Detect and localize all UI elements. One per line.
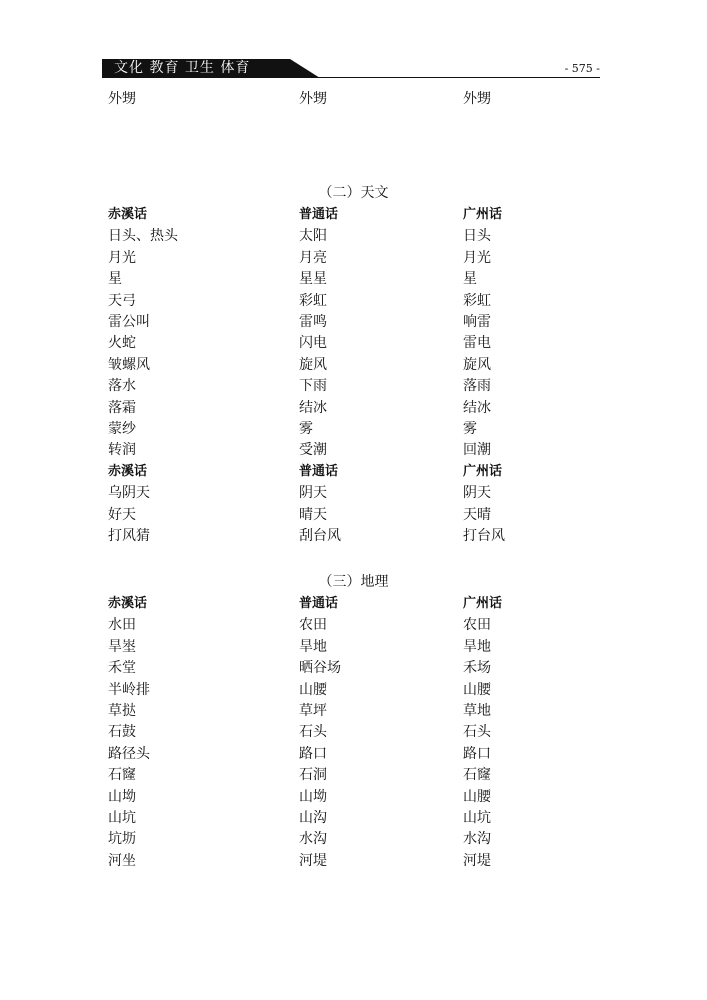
table-cell: 旱地 bbox=[463, 638, 491, 655]
table-cell: 山腰 bbox=[463, 788, 491, 805]
table-cell: 回潮 bbox=[463, 442, 491, 459]
table-cell: 山坳 bbox=[108, 788, 136, 805]
table-cell: 蒙纱 bbox=[108, 421, 136, 437]
table-cell: 山腰 bbox=[299, 681, 327, 698]
table-cell: 农田 bbox=[299, 617, 327, 634]
table-cell: 河堤 bbox=[299, 852, 327, 869]
header-rule bbox=[102, 77, 600, 78]
table-cell: 皱螺风 bbox=[108, 356, 150, 373]
table-cell: 旱埊 bbox=[108, 638, 136, 655]
table-row bbox=[0, 636, 707, 658]
table-cell: 落霜 bbox=[108, 399, 136, 416]
table-cell: 雷公叫 bbox=[108, 314, 150, 330]
table-cell: 石头 bbox=[299, 724, 327, 741]
table-cell: 火蛇 bbox=[108, 335, 136, 352]
table-cell: 山坳 bbox=[299, 788, 327, 805]
column-header: 普通话 bbox=[299, 207, 339, 222]
table-row bbox=[0, 311, 707, 333]
table-row-top bbox=[0, 88, 707, 110]
table-cell: 禾场 bbox=[463, 660, 491, 677]
table-cell: 水沟 bbox=[299, 831, 327, 848]
table-cell: 半岭排 bbox=[108, 681, 150, 698]
table-cell: 打风猜 bbox=[108, 528, 150, 544]
section-heading: （三）地理 bbox=[318, 574, 389, 590]
table-cell: 草地 bbox=[463, 703, 491, 719]
table-row bbox=[0, 743, 707, 765]
table-cell: 路口 bbox=[299, 745, 327, 762]
table-cell: 阴天 bbox=[463, 485, 491, 502]
section-heading: （二）天文 bbox=[318, 185, 389, 201]
column-header: 普通话 bbox=[299, 596, 339, 611]
column-header: 普通话 bbox=[299, 463, 339, 479]
column-header: 广州话 bbox=[463, 207, 503, 222]
column-header: 赤溪话 bbox=[108, 207, 148, 222]
table-cell: 雷鸣 bbox=[299, 314, 327, 330]
table-cell: 星 bbox=[463, 271, 477, 288]
table-cell: 水田 bbox=[108, 617, 136, 634]
table-cell: 石鼓 bbox=[108, 724, 136, 741]
table-row bbox=[0, 721, 707, 743]
table-cell: 水沟 bbox=[463, 831, 491, 848]
table-cell: 月光 bbox=[463, 249, 491, 266]
table-cell: 山坑 bbox=[463, 810, 491, 826]
cell-guangzhou: 外甥 bbox=[463, 91, 491, 107]
column-header: 广州话 bbox=[463, 596, 503, 611]
table-row bbox=[0, 268, 707, 290]
table-row bbox=[0, 786, 707, 808]
table-cell: 闪电 bbox=[299, 335, 327, 352]
table-cell: 山腰 bbox=[463, 681, 491, 698]
table-cell: 刮台风 bbox=[299, 528, 341, 544]
table-cell: 河堤 bbox=[463, 852, 491, 869]
table-cell: 天弓 bbox=[108, 292, 136, 309]
table-row bbox=[0, 828, 707, 850]
table-cell: 山坑 bbox=[108, 810, 136, 826]
table-cell: 河坐 bbox=[108, 852, 136, 869]
table-cell: 落水 bbox=[108, 378, 136, 395]
table-cell: 晒谷场 bbox=[299, 660, 341, 677]
table-row bbox=[0, 807, 707, 829]
table-cell: 旋风 bbox=[299, 356, 327, 373]
running-header-band bbox=[102, 59, 320, 78]
column-header-row bbox=[0, 593, 707, 615]
table-cell: 日头、热头 bbox=[108, 228, 178, 245]
table-cell: 农田 bbox=[463, 617, 491, 634]
table-row bbox=[0, 482, 707, 504]
table-cell: 落雨 bbox=[463, 378, 491, 395]
column-header-row bbox=[0, 461, 707, 483]
table-cell: 坑坜 bbox=[108, 831, 136, 848]
column-header: 赤溪话 bbox=[108, 463, 148, 479]
page-number: - 575 - bbox=[564, 62, 600, 75]
table-row bbox=[0, 700, 707, 722]
table-row bbox=[0, 290, 707, 312]
table-cell: 彩虹 bbox=[463, 292, 491, 309]
table-row bbox=[0, 397, 707, 419]
table-row bbox=[0, 525, 707, 547]
table-cell: 雾 bbox=[463, 421, 477, 437]
column-header-row bbox=[0, 204, 707, 226]
table-cell: 草坪 bbox=[299, 703, 327, 719]
table-row bbox=[0, 247, 707, 269]
table-cell: 石窿 bbox=[463, 767, 491, 784]
table-cell: 下雨 bbox=[299, 378, 327, 395]
table-row bbox=[0, 225, 707, 247]
section-title-header: 文化 教育 卫生 体育 bbox=[114, 60, 251, 76]
table-row bbox=[0, 439, 707, 461]
table-cell: 山沟 bbox=[299, 810, 327, 826]
table-cell: 路径头 bbox=[108, 745, 150, 762]
table-cell: 月光 bbox=[108, 249, 136, 266]
table-cell: 好天 bbox=[108, 506, 136, 523]
table-cell: 日头 bbox=[463, 228, 491, 245]
table-cell: 乌阴天 bbox=[108, 485, 150, 502]
table-row bbox=[0, 614, 707, 636]
table-row bbox=[0, 679, 707, 701]
table-row bbox=[0, 332, 707, 354]
table-cell: 旱地 bbox=[299, 638, 327, 655]
table-row bbox=[0, 375, 707, 397]
table-cell: 石头 bbox=[463, 724, 491, 741]
table-cell: 草挞 bbox=[108, 703, 136, 719]
table-cell: 禾堂 bbox=[108, 660, 136, 677]
table-row bbox=[0, 354, 707, 376]
table-cell: 旋风 bbox=[463, 356, 491, 373]
table-cell: 太阳 bbox=[299, 228, 327, 245]
table-row bbox=[0, 504, 707, 526]
table-cell: 打台风 bbox=[463, 528, 505, 544]
table-cell: 星星 bbox=[299, 271, 327, 288]
table-cell: 转润 bbox=[108, 442, 136, 459]
table-cell: 晴天 bbox=[299, 506, 327, 523]
cell-chixi: 外甥 bbox=[108, 91, 136, 107]
table-cell: 雾 bbox=[299, 421, 313, 437]
table-cell: 天晴 bbox=[463, 506, 491, 523]
table-row bbox=[0, 418, 707, 440]
table-cell: 雷电 bbox=[463, 335, 491, 352]
table-cell: 石窿 bbox=[108, 767, 136, 784]
table-row bbox=[0, 764, 707, 786]
table-cell: 结冰 bbox=[299, 399, 327, 416]
column-header: 广州话 bbox=[463, 463, 503, 479]
table-cell: 受潮 bbox=[299, 442, 327, 459]
column-header: 赤溪话 bbox=[108, 596, 148, 611]
table-row bbox=[0, 657, 707, 679]
table-cell: 路口 bbox=[463, 745, 491, 762]
table-row bbox=[0, 850, 707, 872]
table-cell: 阴天 bbox=[299, 485, 327, 502]
table-cell: 响雷 bbox=[463, 314, 491, 330]
table-cell: 结冰 bbox=[463, 399, 491, 416]
table-cell: 石洞 bbox=[299, 767, 327, 784]
table-cell: 月亮 bbox=[299, 249, 327, 266]
table-cell: 星 bbox=[108, 271, 122, 288]
cell-putonghua: 外甥 bbox=[299, 91, 327, 107]
table-cell: 彩虹 bbox=[299, 292, 327, 309]
